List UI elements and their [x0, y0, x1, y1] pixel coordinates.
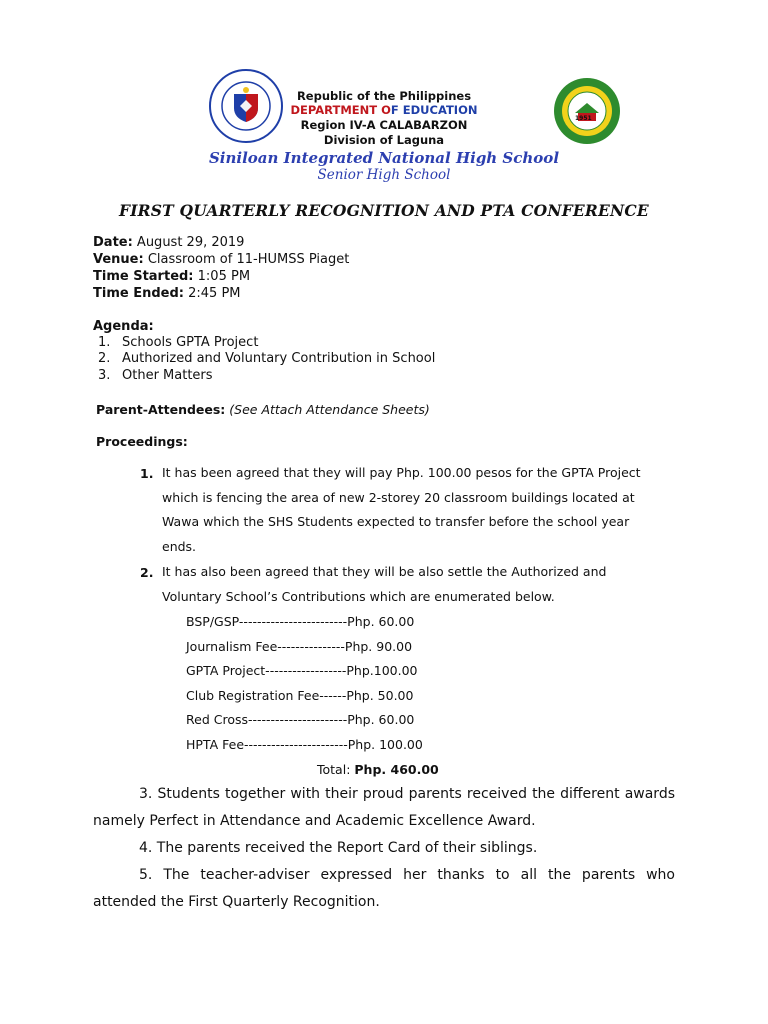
proceeding-line: It has been agreed that they will pay Php. 100.00 pesos for the GPTA Project: [162, 465, 641, 480]
agenda-item-text: Other Matters: [122, 368, 213, 383]
fee-item: BSP/GSP------------------------Php. 60.00: [186, 614, 415, 629]
proceeding-line: which is fencing the area of new 2-storey 20 classroom buildings located at: [162, 489, 635, 505]
fee-item: HPTA Fee-----------------------Php. 100.00: [186, 737, 423, 752]
venue-field: [93, 252, 349, 267]
proceedings-label: [96, 434, 188, 449]
proceeding-line: It has also been agreed that they will be also settle the Authorized and: [162, 564, 607, 579]
header-department-blue: F EDUCATION: [390, 103, 478, 117]
time-ended-field: [93, 286, 241, 301]
header-region: Region IV-A CALABARZON: [300, 118, 468, 132]
time-started-field: [93, 269, 250, 284]
paragraph-3: 3. Students together with their proud parents received the different awards namely Perfect in Attendance and Academic Excellence Award.: [93, 786, 675, 829]
school-seal-year: 1951: [575, 115, 592, 122]
agenda-item: [98, 368, 213, 383]
time-ended-label: Time Ended:: [93, 286, 184, 301]
agenda-item-number: 2.: [98, 351, 111, 366]
agenda-item: [98, 335, 258, 350]
header-division: Division of Laguna: [323, 133, 445, 147]
proceeding-line: Voluntary School’s Contributions which are enumerated below.: [162, 588, 555, 604]
agenda-label-text: Agenda:: [93, 319, 154, 334]
proceedings-label-text: Proceedings:: [96, 434, 188, 449]
agenda-item-text: Schools GPTA Project: [122, 335, 259, 350]
fee-total-value: Php. 460.00: [354, 762, 439, 777]
fee-total: [317, 762, 439, 777]
header-republic: Republic of the Philippines: [296, 89, 472, 103]
paragraph-5: 5. The teacher-adviser expressed her thanks to all the parents who attended the First Quarterly Recognition.: [93, 867, 675, 910]
fee-item: Red Cross----------------------Php. 60.00: [186, 712, 415, 727]
proceeding-item-number: 1.: [140, 466, 154, 481]
proceeding-line: Wawa which the SHS Students expected to transfer before the school year: [162, 514, 630, 529]
proceeding-item-1: [162, 461, 677, 559]
parent-attendees-label: Parent-Attendees:: [96, 402, 226, 417]
time-ended-value: 2:45 PM: [183, 286, 241, 301]
agenda-label: [93, 319, 154, 334]
header-department: [0, 103, 768, 117]
parent-attendees: [96, 402, 430, 417]
parent-attendees-note: (See Attach Attendance Sheets): [225, 402, 430, 417]
proceeding-line: ends.: [162, 538, 197, 554]
fee-total-label: Total:: [317, 762, 355, 777]
document-title: FIRST QUARTERLY RECOGNITION AND PTA CONFERENCE: [119, 201, 649, 220]
proceeding-item-2: [162, 560, 677, 609]
school-name: Siniloan Integrated National High School: [208, 149, 560, 167]
date-value: August 29, 2019: [132, 235, 245, 250]
date-field: [93, 235, 244, 250]
agenda-item-number: 1.: [98, 335, 111, 350]
fee-item: Club Registration Fee------Php. 50.00: [186, 688, 414, 703]
fee-item: GPTA Project------------------Php.100.00: [186, 663, 418, 678]
time-started-value: 1:05 PM: [193, 269, 251, 284]
school-subtitle: Senior High School: [317, 167, 451, 183]
agenda-item-number: 3.: [98, 368, 111, 383]
proceeding-item-number: 2.: [140, 565, 154, 580]
venue-value: Classroom of 11-HUMSS Piaget: [143, 252, 350, 267]
venue-label: Venue:: [93, 252, 144, 267]
date-label: Date:: [93, 235, 133, 250]
fee-item: Journalism Fee---------------Php. 90.00: [186, 639, 413, 654]
agenda-item: [98, 351, 435, 366]
agenda-item-text: Authorized and Voluntary Contribution in School: [122, 351, 436, 366]
time-started-label: Time Started:: [93, 269, 194, 284]
paragraph-4: 4. The parents received the Report Card of their siblings.: [139, 840, 538, 856]
header-department-red: DEPARTMENT O: [290, 103, 391, 117]
